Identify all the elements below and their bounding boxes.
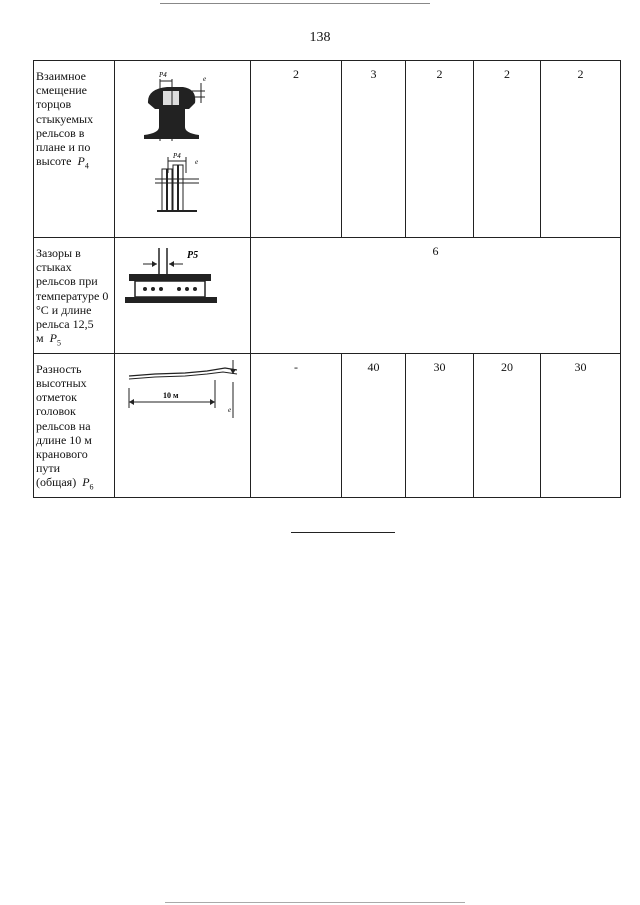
value-cell: 2 — [406, 61, 474, 238]
rail-height-diagram — [115, 354, 250, 492]
symbol: $P_5$ — [49, 331, 61, 348]
row-label: Взаимное смещение торцов стыкуемых рельсов в плане и по высоте $P_4$ — [34, 61, 115, 238]
tolerance-table — [33, 60, 621, 498]
value-cell: - — [251, 353, 342, 497]
value-cell: 3 — [342, 61, 406, 238]
table-row — [34, 238, 621, 354]
figure-label: e — [195, 158, 199, 166]
value-cell: 20 — [474, 353, 541, 497]
figure-label: P4 — [159, 71, 167, 79]
rail-joint-diagram — [115, 238, 250, 350]
page-number: 138 — [309, 30, 331, 45]
rail-gap-figure — [115, 238, 251, 354]
figure-label: P4 — [173, 152, 181, 160]
value-cell: 2 — [474, 61, 541, 238]
row-label: Зазоры в стыках рельсов при температуре 0 °С и длине рельса 12,5 м $P_5$ — [34, 238, 115, 354]
value-cell: 40 — [342, 353, 406, 497]
bottom-scan-line — [165, 902, 465, 903]
table-row — [34, 353, 621, 497]
figure-label: e — [228, 405, 232, 414]
symbol: $P_4$ — [77, 154, 89, 171]
height-diff-figure — [115, 353, 251, 497]
value-cell: 30 — [406, 353, 474, 497]
rail-profile-diagram — [115, 61, 250, 237]
top-scan-line — [160, 3, 430, 4]
value-cell: 30 — [541, 353, 621, 497]
row-label: Разность высотных отметок головок рельсов на длине 10 м кранового пути (общая) $P_6$ — [34, 353, 115, 497]
figure-label: 10 м — [163, 390, 179, 400]
value-cell: 6 — [251, 238, 621, 354]
symbol: $P_6$ — [82, 475, 94, 492]
value-cell: 2 — [541, 61, 621, 238]
rail-offset-figure — [115, 61, 251, 238]
end-rule — [291, 532, 395, 533]
figure-label: e — [203, 75, 207, 83]
value-cell: 2 — [251, 61, 342, 238]
table-row — [34, 61, 621, 238]
figure-label: P5 — [187, 250, 199, 261]
